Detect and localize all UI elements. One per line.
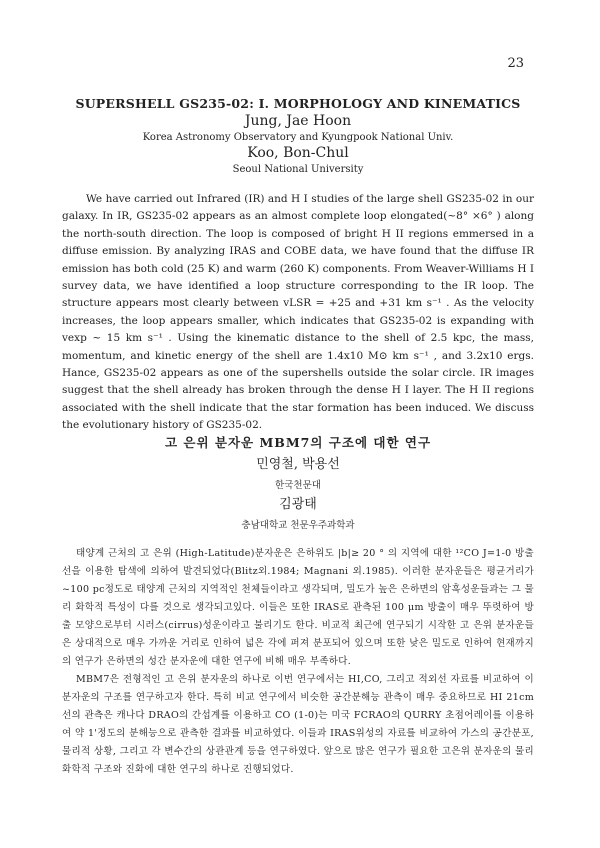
author-affiliation: 충남대학교 천문우주과학과 (241, 520, 355, 531)
article-english (62, 96, 534, 435)
article-title: 고 은위 분자운 MBM7의 구조에 대한 연구 (164, 435, 432, 450)
author-name: 민영철, 박용선 (256, 457, 340, 472)
page-number: 23 (507, 56, 524, 71)
author-affiliation: Korea Astronomy Observatory and Kyungpook National Univ. (142, 132, 454, 143)
author-name: Koo, Bon-Chul (247, 145, 349, 161)
body-paragraph: 태양계 근처의 고 은위 (High-Latitude)분자운은 은하위도 |b|≥ 20 ° 의 지역에 대한 ¹²CO J=1-0 방출선을 이용한 탐색에 의하여 발견되었다(Blitz외.1984; Magnani 외.1985). 이러한 분자운들은 평균거리가 ~100 pc정도로 태양계 근처의 지역적인 천체들이라고 생각되며, 밀도가 높은 은하면의 암흑성운들과는 그 물리 화학적 특성이 다를 것으로 생각되고있다. 이들은 또한 IRAS로 관측된 100 μm 방출이 매우 뚜렷하여 방출 모양으로부터 시러스(cirrus)성운이라고 불리기도 한다. 비교적 최근에 연구되기 시작한 고 은위 분자운들은 상대적으로 매우 가까운 거리로 인하여 넓은 각에 퍼져 분포되어 있으며 또한 낮은 밀도로 인하여 현재까지의 연구가 은하면의 성간 분자운에 대한 연구에 비해 매우 부족하다. (62, 548, 534, 667)
author-name: Jung, Jae Hoon (244, 113, 352, 129)
article-korean (62, 433, 534, 779)
article-title: SUPERSHELL GS235-02: I. MORPHOLOGY AND KINEMATICS (75, 96, 521, 111)
author-affiliation: Seoul National University (232, 164, 364, 175)
body-paragraph: MBM7은 전형적인 고 은위 분자운의 하나로 이번 연구에서는 HI,CO, 그리고 적외선 자료를 비교하여 이 분자운의 구조를 연구하고자 한다. 특히 비교 연구에서 비슷한 공간분해능 관측이 매우 중요하므로 HI 21cm선의 관측은 캐나다 DRAO의 간섭계를 이용하고 CO (1-0)는 미국 FCRAO의 QURRY 초점어레이를 이용하여 약 1'정도의 분해능으로 관측한 결과를 비교하였다. 이들과 IRAS위성의 자료를 비교하여 가스의 공간분포, 물리적 상황, 그리고 각 변수간의 상관관계 등을 연구하였다. 앞으로 많은 연구가 필요한 고은위 분자운의 물리 화학적 구조와 진화에 대한 연구의 하나로 진행되었다. (62, 674, 534, 775)
author-name: 김광태 (279, 497, 317, 512)
abstract-text: We have carried out Infrared (IR) and H I studies of the large shell GS235-02 in our galaxy. In IR, GS235-02 appears as an almost complete loop elongated(~8° ×6° ) along the north-south direction. The loop is composed of bright H II regions emmersed in a diffuse emission. By analyzing IRAS and COBE data, we have found that the diffuse IR emission has both cold (25 K) and warm (260 K) components. From Weaver-Williams H I survey data, we have identified a loop structure corresponding to the IR loop. The structure appears most clearly between vLSR = +25 and +31 km s⁻¹ . As the velocity increases, the loop appears smaller, which indicates that GS235-02 is expanding with vexp ~ 15 km s⁻¹ . Using the kinematic distance to the shell of 2.5 kpc, the mass, momentum, and kinetic energy of the shell are 1.4x10 M⊙ km s⁻¹ , and 3.2x10 ergs. Hance, GS235-02 appears as one of the supershells outside the solar circle. IR images suggest that the shell already has broken through the dense H I layer. The H II regions associated with the shell indicate that the star formation has been induced. We discuss the evolutionary history of GS235-02. (62, 193, 534, 432)
author-affiliation: 한국천문대 (275, 480, 321, 491)
